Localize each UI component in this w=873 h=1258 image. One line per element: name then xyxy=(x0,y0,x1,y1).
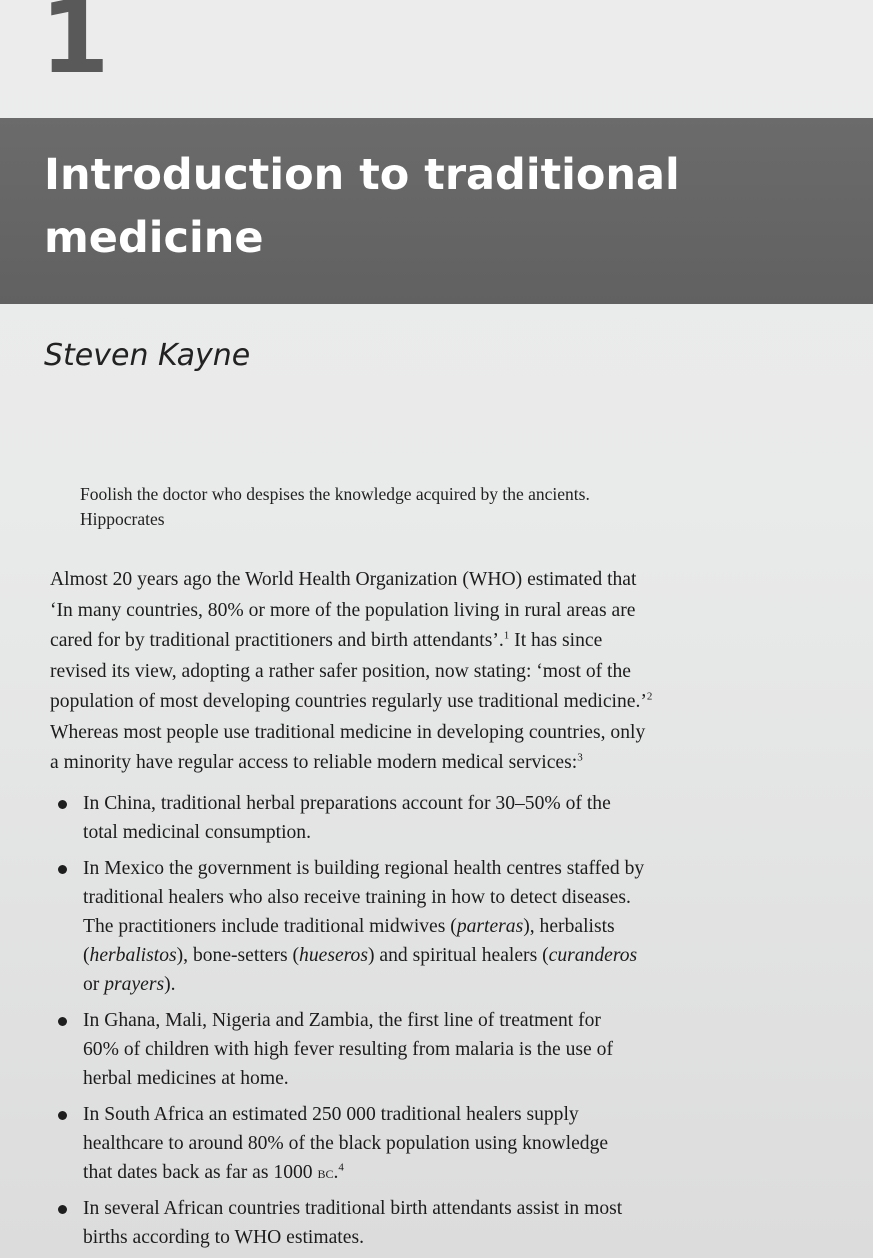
bullet-icon xyxy=(58,865,67,874)
epigraph xyxy=(80,482,780,532)
list-item: In China, traditional herbal preparations account for 30–50% of the total medicinal consumption. xyxy=(50,789,785,847)
intro-line: cared for by traditional practitioners and birth attendants’.$^1$ It has since xyxy=(50,629,603,651)
chapter-number: 1 xyxy=(40,0,110,96)
footnote-marker: 4 xyxy=(338,1160,344,1173)
bullet-list xyxy=(50,789,785,1252)
bullet-icon xyxy=(58,1111,67,1120)
list-item: In Ghana, Mali, Nigeria and Zambia, the first line of treatment for 60% of children with high fever resulting from malaria is the use of herbal medicines at home. xyxy=(50,1006,785,1093)
bullet-icon xyxy=(58,800,67,809)
footnote-marker: 2 xyxy=(646,690,653,703)
intro-line: Whereas most people use traditional medicine in developing countries, only xyxy=(50,721,646,743)
epigraph-attribution: Hippocrates xyxy=(80,509,165,529)
bullet-icon xyxy=(58,1205,67,1214)
footnote-marker: 3 xyxy=(577,751,583,764)
list-item: In Mexico the government is building regional health centres staffed by traditional healers who also receive training in how to detect diseases. The practitioners include traditional midwives (parteras), herbalists (herbalistos), bone-setters (hueseros) and spiritual healers (curanderos or prayers). xyxy=(50,854,785,999)
chapter-title: Introduction to traditional medicine xyxy=(44,150,680,263)
intro-line: revised its view, adopting a rather safer position, now stating: ‘most of the xyxy=(50,660,631,682)
list-item: In South Africa an estimated 250 000 traditional healers supply healthcare to around 80% of the black population using knowledge that dates back as far as 1000 bc.$^4$ xyxy=(50,1100,785,1187)
intro-line: population of most developing countries regularly use traditional medicine.’$^2$ xyxy=(50,690,653,712)
intro-paragraph xyxy=(50,565,785,779)
chapter-author: Steven Kayne xyxy=(44,338,251,373)
footnote-marker: 1 xyxy=(503,629,510,642)
list-item: In several African countries traditional birth attendants assist in most births according to WHO estimates. xyxy=(50,1194,785,1252)
intro-line: Almost 20 years ago the World Health Organization (WHO) estimated that xyxy=(50,569,637,590)
body-text xyxy=(50,565,785,1258)
epigraph-quote: Foolish the doctor who despises the knowledge acquired by the ancients. xyxy=(80,484,590,504)
intro-line: ‘In many countries, 80% or more of the population living in rural areas are xyxy=(50,599,636,621)
bullet-icon xyxy=(58,1017,67,1026)
intro-line: a minority have regular access to reliable modern medical services:$^3$ xyxy=(50,751,583,773)
